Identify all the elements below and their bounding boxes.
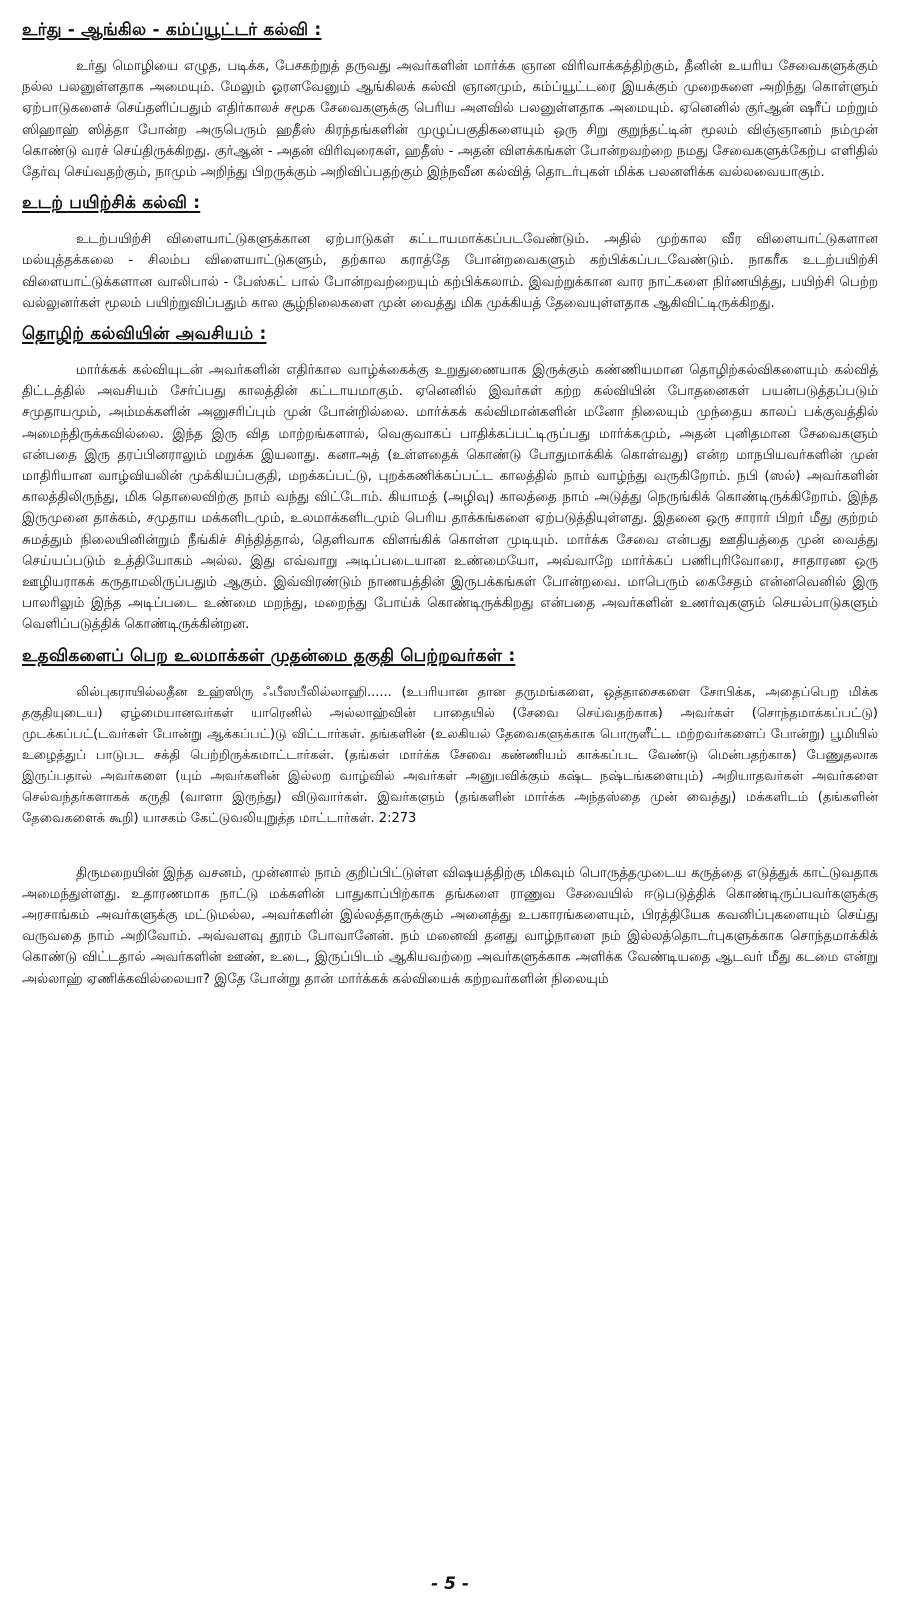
section-heading: தொழிற் கல்வியின் அவசியம் : bbox=[22, 324, 267, 345]
section-heading: உடற் பயிற்சிக் கல்வி : bbox=[22, 193, 201, 214]
section-heading: உர்து - ஆங்கில - கம்ப்யூட்டர் கல்வி : bbox=[22, 20, 322, 40]
section-paragraph: மார்க்கக் கல்வியுடன் அவர்களின் எதிர்கால வாழ்க்கைக்கு உறுதுணையாக இருக்கும் கண்ணியமான தொழிற்கல்விகளையும் கல்வித் திட்டத்தில் அவசியம் சேர்ப்பது காலத்தின் கட்டாயமாகும். ஏனெனில் இவர்கள் கற்ற கல்வியின் போதனைகள் பயன்படுத்தப்படும் சமுதாயமும், அம்மக்களின் அனுசரிப்பும் முன் போன்றில்லை. மார்க்கக் கல்விமான்களின் மனோ நிலையும் முந்தைய காலப் பக்குவத்தில் அமைந்திருக்கவில்லை. இந்த இரு வித மாற்றங்களால், வெகுவாகப் பாதிக்கப்பட்டிருப்பது மார்க்கமும், அதன் புனிதமான சேவைகளும் என்பதை இரு தரப்பினராலும் மறுக்க இயலாது. கனாஅத் (உள்ளதைக் கொண்டு போதுமாக்கிக் கொள்வது) என்ற மாநபியவர்களின் முன் மாதிரியான வாழ்வியலின் முக்கியப்பகுதி, மறக்கப்பட்டு, புறக்கணிக்கப்பட்ட காலத்தில் நாம் வாழ்ந்து வருகிறோம். நபி (ஸல்) அவர்களின் காலத்திலிருந்து, மிக தொலைவிற்கு நாம் வந்து விட்டோம். கியாமத் (அழிவு) காலத்தை நாம் அடுத்து நெருங்கிக் கொண்டிருக்கிறோம். இந்த இருமுனை தாக்கம், சமுதாய மக்களிடமும், உலமாக்களிடமும் பெரிய தாக்கங்களை ஏற்படுத்தியுள்ளது. இதனை ஒரு சாரார் பிறர் மீது குற்றம் சுமத்தும் நிலையினின்றும் நீங்கிச் சிந்தித்தால், தெளிவாக விளங்கிக் கொள்ள முடியும். மார்க்க சேவை என்பது ஊதியத்தை முன் வைத்து செய்யப்படும் உத்தியோகம் அல்ல. இது எவ்வாறு அடிப்படையான உண்மையோ, அவ்வாறே மார்க்கப் பணிபுரிவோரை, சாதாரண ஒரு ஊழியராகக் கருதாமலிருப்பதும் ஆகும். இவ்விரண்டும் நாணயத்தின் இருபக்கங்கள் போன்றவை. மாபெரும் கைசேதம் என்னவெனில் இரு பாலரிலும் இந்த அடிப்படை உண்மை மறந்து, மறைந்து போய்க் கொண்டிருக்கிறது என்பதை அவர்களின் உணர்வுகளும் செயல்பாடுகளும் வெளிப்படுத்திக் கொண்டிருக்கின்றன. bbox=[22, 363, 878, 633]
page-number: - 5 - bbox=[431, 1574, 469, 1594]
section-vocational-education bbox=[22, 324, 878, 636]
paragraph-gap bbox=[22, 839, 878, 863]
section-physical-education bbox=[22, 193, 878, 314]
section-ulama-eligibility bbox=[22, 646, 878, 990]
section-urdu-english-computer bbox=[22, 20, 878, 183]
quran-verse-paragraph: லில்புகராயில்லதீன உஹ்ஸிரு ஃபீஸபீலில்லாஹி...... (உபரியான தான தருமங்களை, ஒத்தாசைகளை சோபிக்க, அதைப்பெற மிக்க தகுதியுடைய) ஏழ்மையானவர்கள் யாரெனில் அல்லாஹ்வின் பாதையில் (சேவை செய்வதற்காக) அவர்கள் (சொந்தமாக்கப்பட்டு) முடக்கப்பட்(டவர்கள் போன்று ஆக்கப்பட்)டு விட்டார்கள். தங்களின் (உலகியல் தேவைகளுக்காக பொருளீட்ட மற்றவர்களைப் போன்று) பூமியில் உழைத்துப் பாடுபட சக்தி பெற்றிருக்கமாட்டார்கள். (தங்கள் மார்க்க சேவை கண்ணியம் காக்கப்பட வேண்டு மென்பதற்காக) பேணுதலாக இருப்பதால் அவர்களை (யும் அவர்களின் இல்லற வாழ்வில் அவர்கள் அனுபவிக்கும் கஷ்ட நஷ்டங்களையும்) அறியாதவர்கள் அவர்களை செல்வந்தர்களாகக் கருதி (வாளா இருந்து) விடுவார்கள். இவர்களும் (தங்களின் மார்க்க அந்தஸ்தை முன் வைத்து) மக்களிடம் (தங்களின் தேவைகளைக் கூறி) யாசகம் கேட்டுவலியுறுத்த மாட்டார்கள். 2:273 bbox=[22, 684, 878, 826]
section-heading: உதவிகளைப் பெற உலமாக்கள் முதன்மை தகுதி பெற்றவர்கள் : bbox=[22, 645, 516, 666]
section-paragraph: திருமறையின் இந்த வசனம், முன்னால் நாம் குறிப்பிட்டுள்ள விஷயத்திற்கு மிகவும் பொருத்தமுடைய கருத்தை எடுத்துக் காட்டுவதாக அமைந்துள்ளது. உதாரணமாக நாட்டு மக்களின் பாதுகாப்பிற்காக தங்களை ராணுவ சேவையில் ஈடுபடுத்திக் கொண்டிருப்பவர்களுக்கு அரசாங்கம் அவர்களுக்கு மட்டுமல்ல, அவர்களின் இல்லத்தாருக்கும் அனைத்து உபகாரங்களையும், பிரத்தியேக கவனிப்புகளையும் செய்து வருவதை நாம் அறிவோம். அவ்வளவு தூரம் போவானேன். நம் மனைவி தனது வாழ்நாளை நம் இல்லத்தொடர்புகளுக்காக சொந்தமாக்கிக் கொண்டு விட்டதால் அவர்களின் ஊண், உடை, இருப்பிடம் ஆகியவற்றை அவர்களுக்காக அளிக்க வேண்டியதை ஆடவர் மீது கடமை என்று அல்லாஹ் ஏணிக்கவில்லையா? இதே போன்று தான் மார்க்கக் கல்வியைக் கற்றவர்களின் நிலையும் bbox=[22, 865, 878, 987]
section-paragraph: உடற்பயிற்சி விளையாட்டுகளுக்கான ஏற்பாடுகள் கட்டாயமாக்கப்படவேண்டும். அதில் முற்கால வீர விளையாட்டுகளான மல்யுத்தக்கலை - சிலம்ப விளையாட்டுகளும், தற்கால கராத்தே போன்றவைகளும் கற்பிக்கப்படவேண்டும். நாகரீக உடற்பயிற்சி விளையாட்டுக்களான வாலிபால் - பேஸ்கட் பால் போன்றவற்றையும் கற்பிக்கலாம். இவற்றுக்கான வார நாட்களை நிர்ணயித்து, பயிற்சி பெற்ற வல்லுனர்கள் மூலம் பயிற்றுவிப்பதும் கால சூழ்நிலைகளை முன் வைத்து மிக முக்கியத் தேவையுள்ளதாக ஆகிவிட்டிருக்கிறது. bbox=[22, 232, 878, 311]
section-paragraph: உர்து மொழியை எழுத, படிக்க, பேசகற்றுத் தருவது அவர்களின் மார்க்க ஞான விரிவாக்கத்திற்கும், தீனின் உயரிய சேவைகளுக்கும் நல்ல பலனுள்ளதாக அமையும். மேலும் ஓரளவேனும் ஆங்கிலக் கல்வி ஞானமும், கம்ப்யூட்டரை இயக்கும் முறைகளை அறிந்து கொள்ளும் ஏற்பாடுகளைச் செய்தளிப்பதும் எதிர்காலச் சமூக சேவைகளுக்கு பெரிய அளவில் பலனுள்ளதாக அமையும். ஏனெனில் குர்ஆன் ஷரீப் மற்றும் ஸிஹாஹ் ஸித்தா போன்ற அருபெரும் ஹதீஸ் கிரந்தங்களின் முழுப்பகுதிகளையும் ஒரு சிறு குறுந்தட்டின் மூலம் விஞ்ஞானம் நம்முன் கொண்டு வரச் செய்திருக்கிறது. குர்ஆன் - அதன் விரிவுரைகள், ஹதீஸ் - அதன் விளக்கங்கள் போன்றவற்றை நமது சேவைகளுக்கேற்ப எளிதில் தேர்வு செய்வதற்கும், நாமும் அறிந்து பிறருக்கும் அறிவிப்பதற்கும் இந்நவீன கல்வித் தொடர்புகள் மிக்க பலனளிக்க வல்லவையாகும். bbox=[22, 59, 878, 181]
